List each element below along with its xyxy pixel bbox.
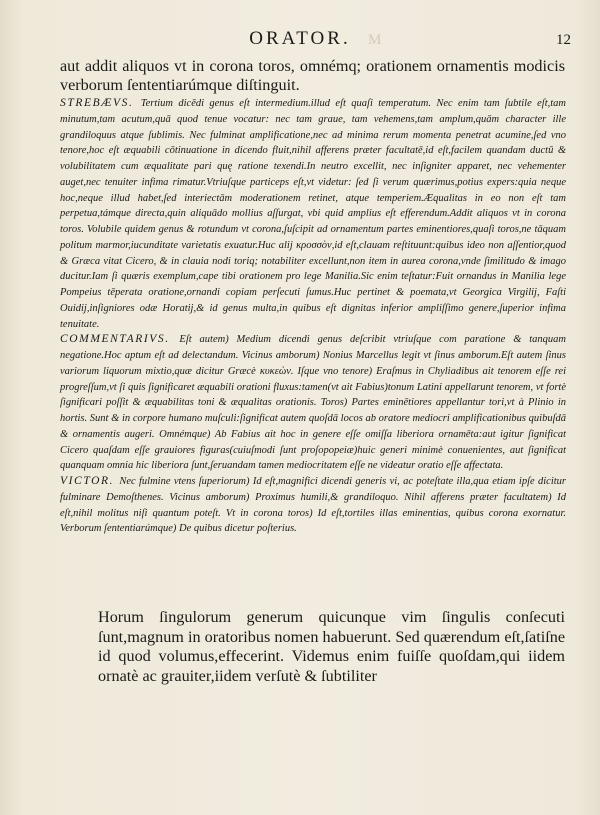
commentary-text-victor: Nec fulmine vtens ſuperiorum) Id eſt,magnifici dicendi generis vi, ac poteſtate illa,qua etiam ipſe dicitur fulminare Demoſthenes. Vicinus amborum) Proximus humili,& grandiloquo. Nihil afferens præter facultatem) Id eſt,nihil molitus niſi quantum poteſt. Vt in corona toros) Id eſt,tortiles illas eminentias, quibus corona exornatur. Verborum ſententiarúmque) De quibus dicetur poſterius. xyxy=(60,476,566,535)
running-head-title: ORATOR. xyxy=(249,28,351,49)
main-text-lead xyxy=(60,57,565,95)
commentary-text-strebaeus: Tertium dicēdi genus eſt intermedium.illud eſt quaſi temperatum. Nec enim tam ſubtile eſt,tam minutum,tam acutum,quā quod tenue vocatur: nec tam graue, tam vehemens,tam amplum,quām character ille grandiloquus atque ſublimis. Nec fulminat amplificatione,nec ad minima rerum momenta penetrat acumine,ſed vno tenore,hoc eſt æquabili cōtinuatione in dicendo fluit,nihil afferens præter facultatē,id eſt,facilem quandam ductū & volubilitatem cum æqualitate pari quę ratione texendi.In neutro excellit, nec inſigniter apparet, nec vehementer auget,nec tenuiter infima rimatur.Vtriuſque particeps eſt,vt videtur: ſed ſi verum quærimus,potius expers:quia neque hoc,neque illud habet,ſed interiectām moderationem retinet, atque temperiem.Æqualitas in eo non eſt tam perpetua,támque directa,quin aliquādo mollius aſſurgat, vbi quid amplius eſt efferendum.Addit aliquos vt in corona toros. Volubile quidem genus & rotundum vt corona,ſuſcipit ad ornamentum partes eminentiores,quaſi toros,ne tāquam politum marmor,iucunditate varietatis exuatur.Huc alij κροσσὸν,id eſt,clauam reſtituunt:quibus ideo non aſſentior,quod & Græca vitat Cicero, & in clauia nodi toriq; notabiliter excellunt,non item in aurea corona,vnde ſimilitudo & imago ducitur.Iam ſi quæris exemplum,cape tibi orationem pro lege Manilia.Sic enim teſtatur:Fuit ornandus in Manilia lege Pompeius tēperata oratione,ornandi copiam perſecuti ſumus.Huc pertinet & poemata,vt Georgica Virgilij, Faſti Ouidij,inſigniores odæ Horatij,& id genus multa,in quibus eſt dignitas inferior ampliſſimo genere,ſuperior infima tenuitate. xyxy=(60,98,566,330)
commentary-victor xyxy=(60,474,566,537)
closing-paragraph: Horum ſingulorum generum quicunque vim ſingulis conſecuti ſunt,magnum in oratoribus nomen habuerunt. Sed quærendum eſt,ſatiſne id quod volumus,effecerint. Videmus enim fuiſſe quoſdam,qui iidem ornatè ac grauiter,iidem verſutè & ſubtiliter xyxy=(98,608,565,685)
commentary-head-strebaeus: STREBÆVS. xyxy=(60,97,141,109)
main-text-closing xyxy=(98,608,565,686)
commentary-head-victor: VICTOR. xyxy=(60,475,120,487)
commentary-text-commentarius: Eſt autem) Medium dicendi genus deſcribit vtriuſque com paratione & tanquam negatione.Hoc aptum eſt ad delectandum. Vicinus amborum) Nonius Marcellus legit vt ſinus amborum.Eſt autem ſinus variorum liquorum mixtio,quæ dicitur Græcè κυκεὼν. Iſque vno tenore) Eraſmus in Chyliadibus ait tenorem eſſe rei progreſſum,vt ſi quis ſignificaret æquabili orationi fluxus:tamen(vt ait Fabius)tonum Latini appellarunt tenorem, vt fortè ſignificari poſſit & æquabilitas toni & æqualitas orationis. Toros) Partes eminētiores appellantur tori,vt à Plinio in hortis. Sunt & in corpore humano muſculi:ſignificat autem quoſdā locos ab oratore mediocri amplificationibus quibuſdā & ornamentis augeri. Omnémque) Ab Fabius ait hoc in genere eſſe omiſſa liberiora ornamēta:aut igitur ſignificat Cicero quaſdam eſſe grauiores figuras(cuiuſmodi ſunt proſopopeiæ)huic generi minimè conuenientes, aut ſignificat quanquam omnia hic liberiora ſunt,ſeruandam tamen mediocritatem eſſe ne videatur oratio eſſe affectata. xyxy=(60,334,566,472)
show-through-letter: M xyxy=(368,32,384,48)
page-number: 12 xyxy=(556,32,571,48)
commentary-strebaeus xyxy=(60,96,566,332)
commentary-head-commentarius: COMMENTARIVS. xyxy=(60,333,180,346)
running-head xyxy=(0,28,600,52)
commentary-commentarius xyxy=(60,332,566,474)
lead-paragraph: aut addit aliquos vt in corona toros, omnémq; orationem ornamentis modicis verborum ſententiarúmque diſtinguit. xyxy=(60,57,565,94)
commentary-block xyxy=(60,96,566,537)
